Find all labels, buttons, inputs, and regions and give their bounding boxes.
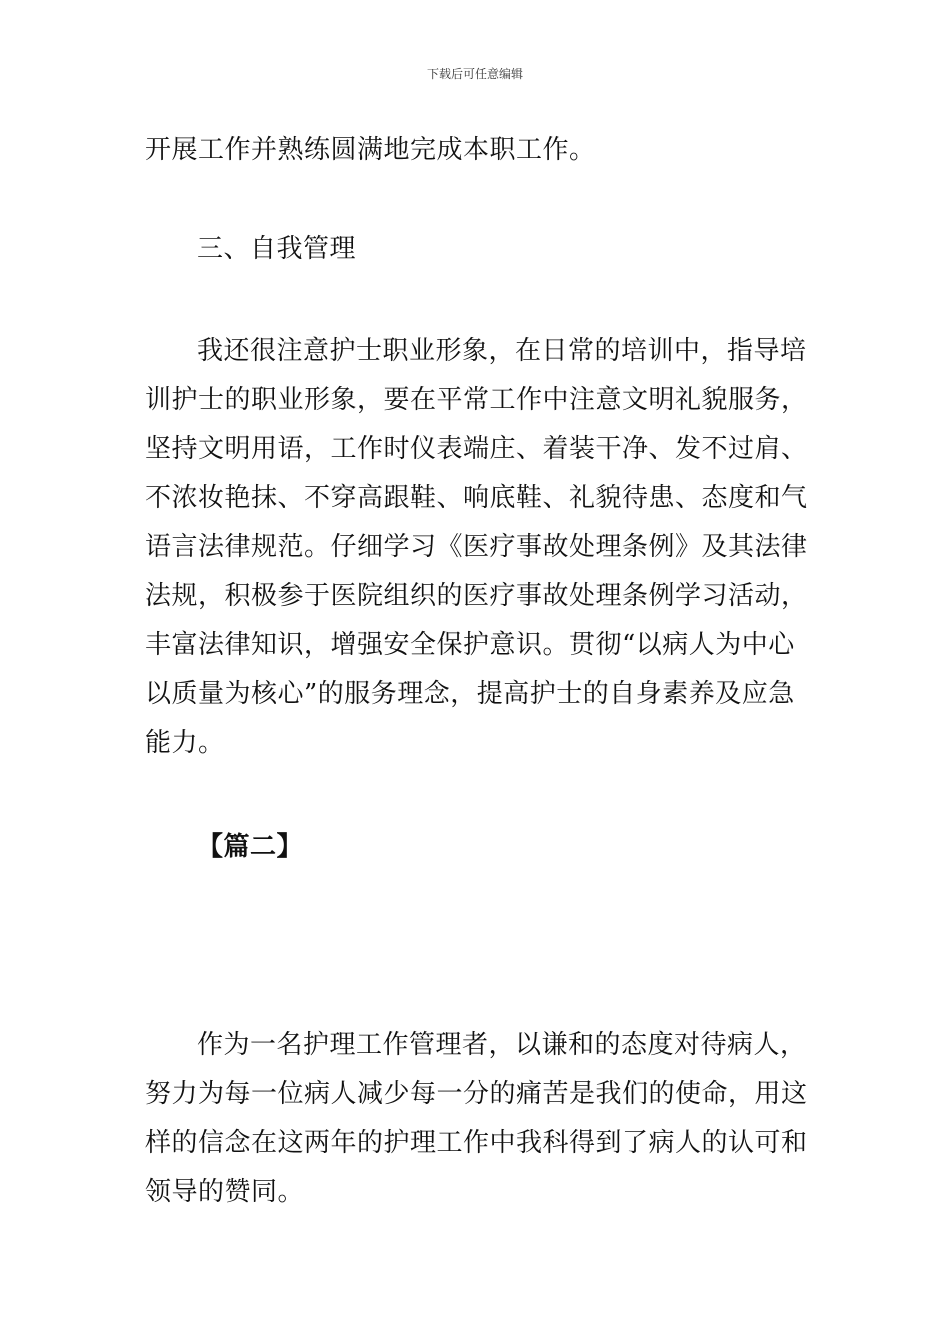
- paragraph-line: 坚持文明用语，工作时仪表端庄、着装干净、发不过肩、: [145, 434, 808, 464]
- paragraph-line: 我还很注意护士职业形象，在日常的培训中，指导培: [197, 336, 807, 366]
- paragraph-line: 不浓妆艳抹、不穿高跟鞋、响底鞋、礼貌待患、态度和气: [145, 483, 808, 513]
- paragraph-line: 以质量为核心”的服务理念，提高护士的自身素养及应急: [145, 679, 795, 709]
- paragraph-line: 训护士的职业形象，要在平常工作中注意文明礼貌服务，: [145, 385, 808, 415]
- part-label: 【篇二】: [197, 832, 304, 862]
- section-heading-self-management: 三、自我管理: [197, 234, 357, 264]
- intro-fragment: 开展工作并熟练圆满地完成本职工作。: [145, 135, 596, 165]
- paragraph-line: 语言法律规范。仔细学习《医疗事故处理条例》及其法律: [145, 532, 808, 562]
- paragraph-line: 样的信念在这两年的护理工作中我科得到了病人的认可和: [145, 1128, 808, 1158]
- page-header: 下载后可任意编辑: [426, 67, 523, 81]
- paragraph-line: 法规，积极参于医院组织的医疗事故处理条例学习活动，: [145, 581, 808, 611]
- paragraph-line: 丰富法律知识，增强安全保护意识。贯彻“以病人为中心: [145, 630, 795, 660]
- paragraph-line: 努力为每一位病人减少每一分的痛苦是我们的使命，用这: [145, 1079, 808, 1109]
- paragraph-line: 能力。: [145, 728, 225, 758]
- paragraph-line: 作为一名护理工作管理者，以谦和的态度对待病人，: [197, 1030, 807, 1060]
- paragraph-line: 领导的赞同。: [145, 1177, 305, 1207]
